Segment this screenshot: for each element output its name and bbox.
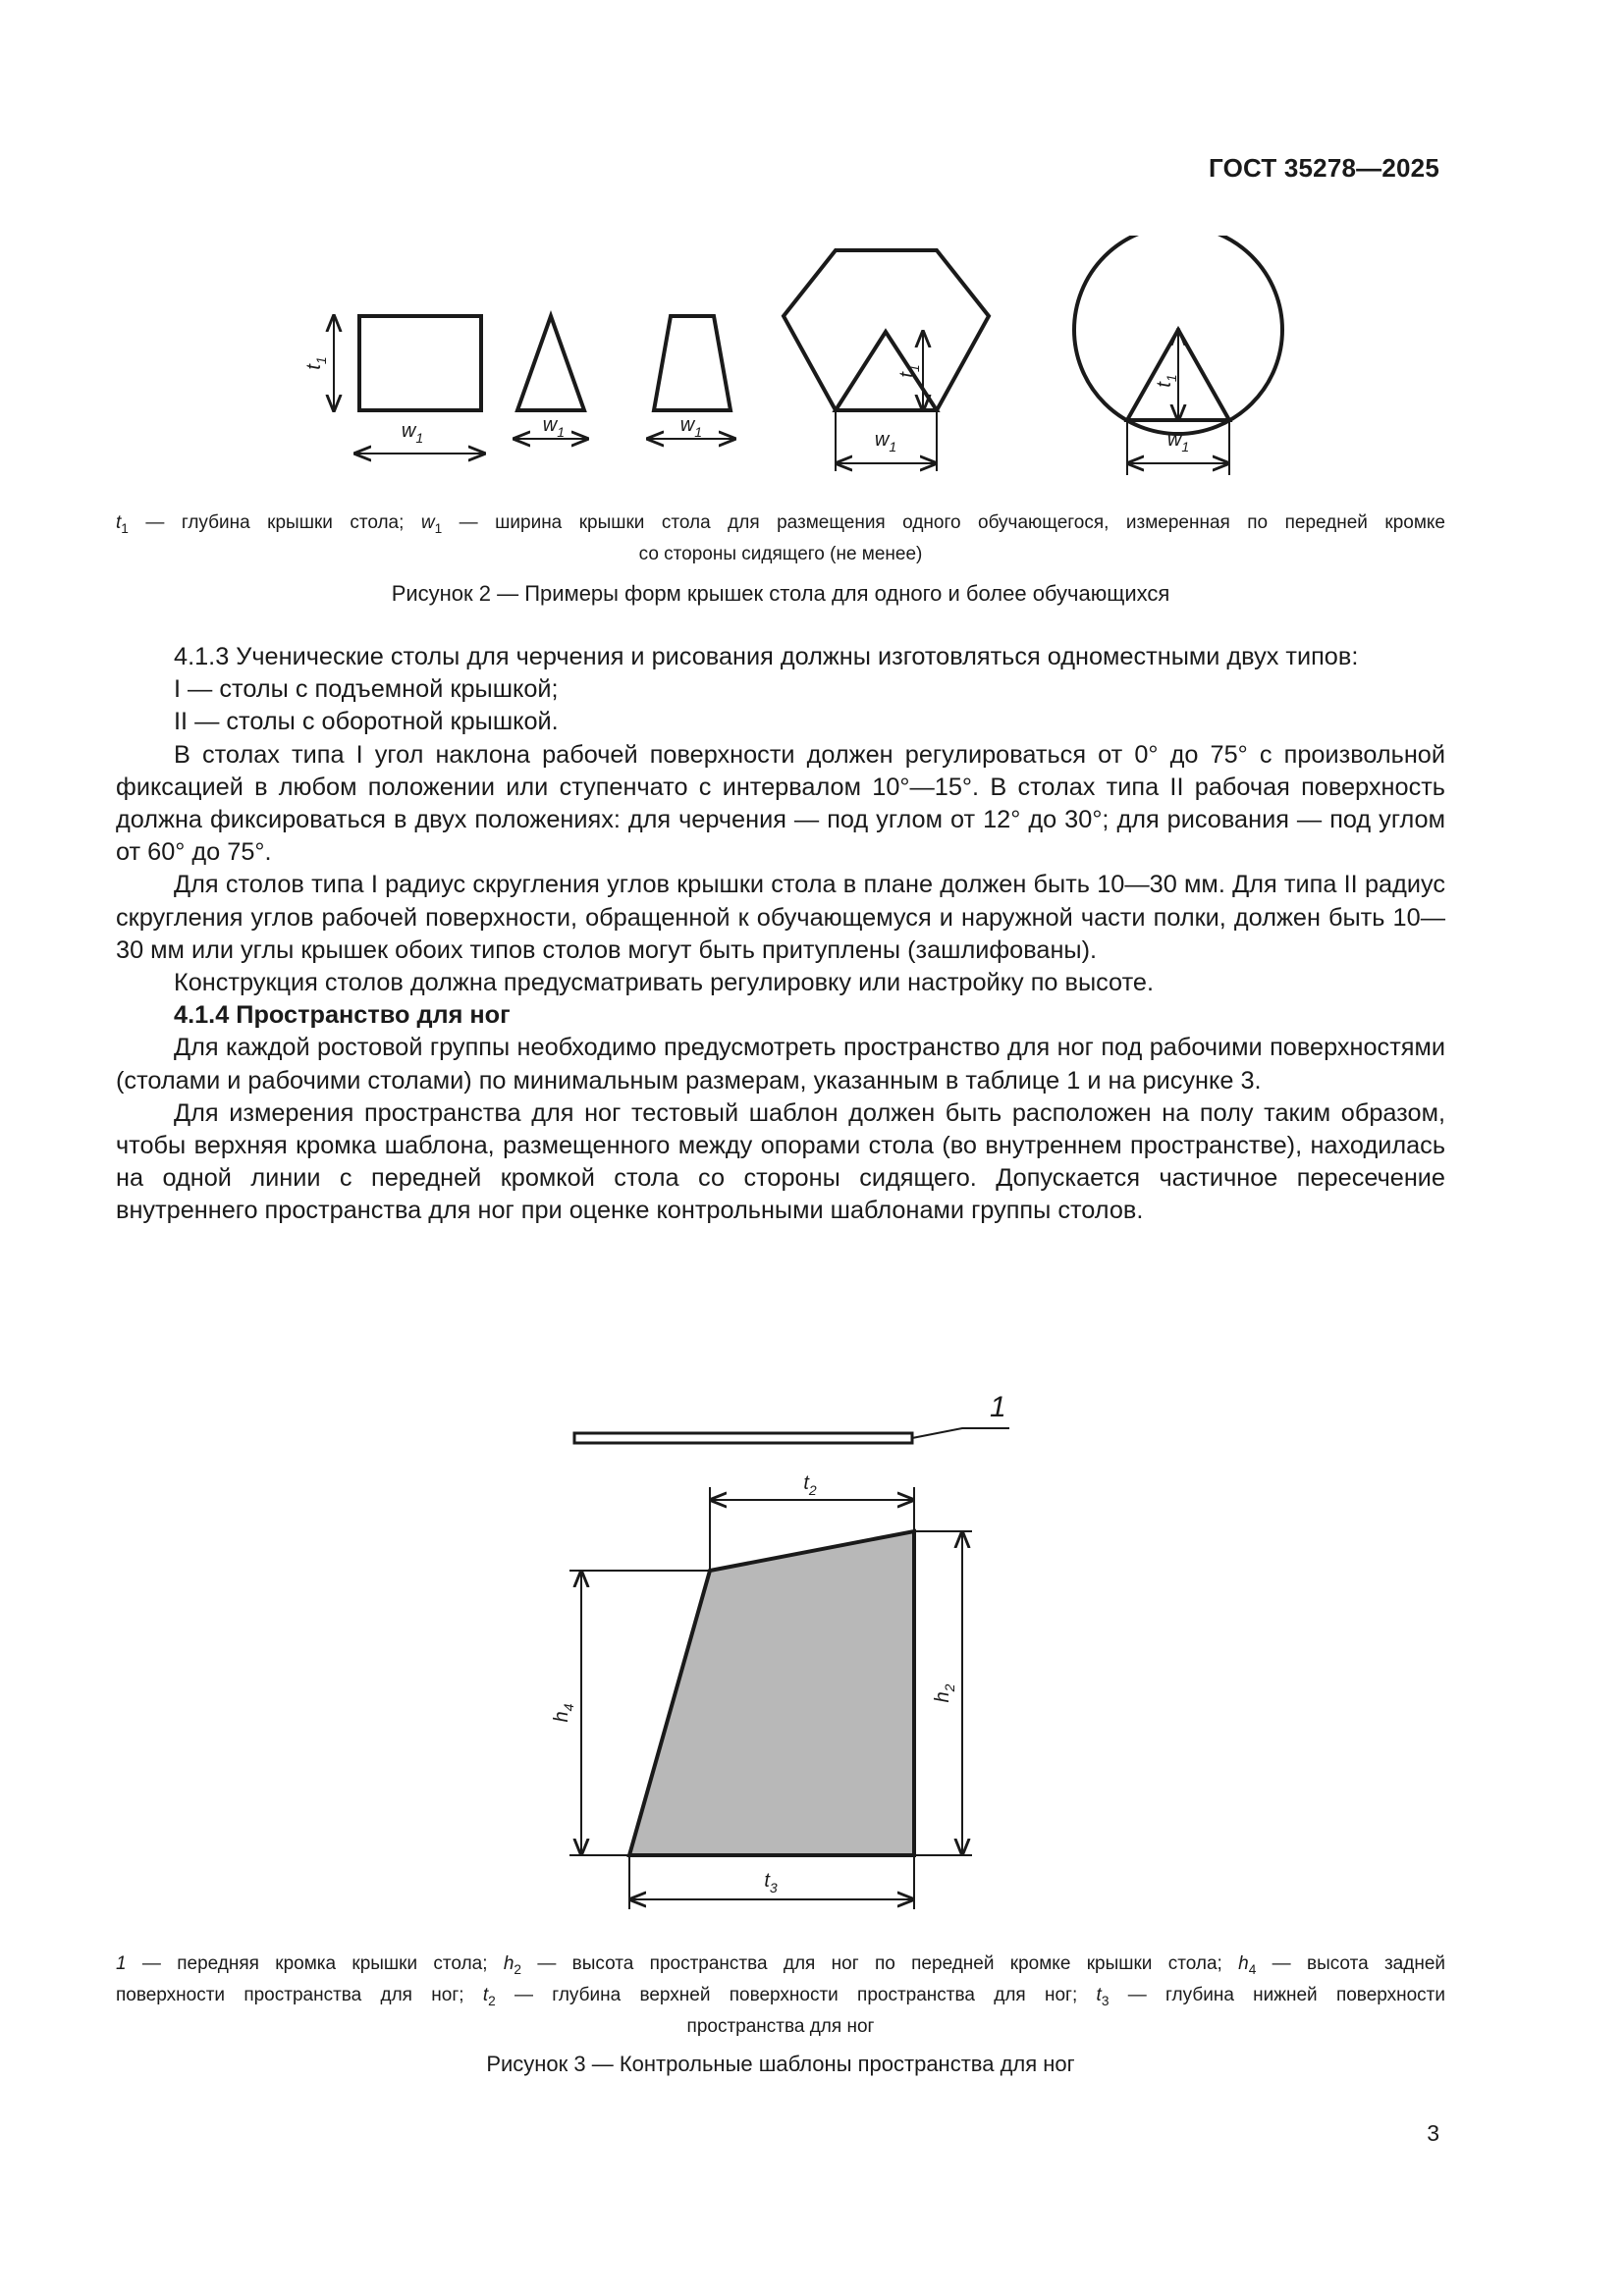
t1-hex-label: $t_1$: [896, 364, 922, 378]
w1-label-2: $w_1$: [542, 414, 565, 440]
t2-label: $t_2$: [803, 1472, 817, 1498]
figure-2-caption: Рисунок 2 — Примеры форм крышек стола для одного и более обучающихся: [391, 581, 1170, 606]
leader-line-1: [912, 1428, 1009, 1438]
t1-circle-label: $t_1$: [1154, 374, 1179, 388]
figure-3-template: [530, 1379, 1041, 1939]
figure-3-legend: 1 — передняя кромка крышки стола; $h_2$ — высота пространства для ног по передней кромке крышки стола; $h_4$ — высота задней поверхности пространства для ног; $t_2$ — глубина верхней поверхности пространства для ног; $t_3$ — глубина нижней поверхности пространства для ног: [116, 1953, 1445, 2037]
triangle-top-shape: [517, 316, 584, 410]
legend-t-symbol: t: [116, 512, 122, 533]
label-1: 1: [990, 1391, 1006, 1423]
paragraph: 4.1.3 Ученические столы для черчения и рисования должны изготовляться одноместными двух типов:: [174, 643, 1359, 670]
t3-label: $t_3$: [764, 1870, 778, 1896]
paragraph: Для каждой ростовой группы необходимо предусмотреть пространство для ног под рабочими поверхностями (столами и рабочими столами) по минимальным размерам, указанным в таблице 1 и на рисунке 3.: [116, 1034, 1445, 1095]
paragraph: Конструкция столов должна предусматривать регулировку или настройку по высоте.: [174, 969, 1154, 997]
paragraph: В столах типа I угол наклона рабочей поверхности должен регулироваться от 0° до 75° с произвольной фиксацией в любом положении или ступенчато с интервалом 10°—15°. В столах типа II рабочая поверхность должна фиксироваться в двух положениях: для черчения — под углом от 12° до 30°; для рисования — под углом от 60° до 75°.: [116, 740, 1445, 867]
t1-label: $t_1$: [303, 356, 329, 370]
h2-label: $h_2$: [932, 1683, 957, 1703]
figure-3-caption: Рисунок 3 — Контрольные шаблоны пространства для ног: [486, 2052, 1075, 2076]
w1-label-3: $w_1$: [679, 414, 702, 440]
page-number: 3: [1427, 2120, 1439, 2146]
standard-number: ГОСТ 35278—2025: [1209, 153, 1439, 183]
table-top-edge: [574, 1433, 912, 1443]
trapezoid-top-shape: [654, 316, 731, 410]
h4-label: $h_4$: [551, 1703, 576, 1723]
w1-label-1: $w_1$: [401, 420, 424, 446]
paragraph: Для столов типа I радиус скругления углов крышки стола в плане должен быть 10—30 мм. Для типа II радиус скругления углов рабочей поверхности, обращенной к обучающемуся и наружной части полки, должен быть 10—30 мм или углы крышек обоих типов столов могут быть притуплены (зашлифованы).: [116, 871, 1445, 964]
paragraph: I — столы с подъемной крышкой;: [174, 675, 559, 704]
w1-label-4: $w_1$: [874, 429, 897, 454]
section-heading: 4.1.4 Пространство для ног: [174, 1001, 511, 1030]
rectangle-top-shape: [359, 316, 481, 410]
figure-2-legend: $t_1$ — глубина крышки стола; $w_1$ — ширина крышки стола для размещения одного обучающегося, измеренная по передней кромке со стороны сидящего (не менее): [116, 512, 1445, 564]
legroom-template-shape: [629, 1531, 914, 1855]
w1-label-5: $w_1$: [1166, 429, 1190, 454]
figure-2-shapes: [285, 236, 1316, 491]
section-text: [116, 641, 1445, 1228]
paragraph: Для измерения пространства для ног тестовый шаблон должен быть расположен на полу таким образом, чтобы верхняя кромка шаблона, размещенного между опорами стола (во внутреннем пространстве), находилась на одной линии с передней кромкой стола со стороны сидящего. Допускается частичное пересечение внутреннего пространства для ног при оценке контрольными шаблонами группы столов.: [116, 1098, 1445, 1225]
paragraph: II — столы с оборотной крышкой.: [174, 708, 559, 736]
